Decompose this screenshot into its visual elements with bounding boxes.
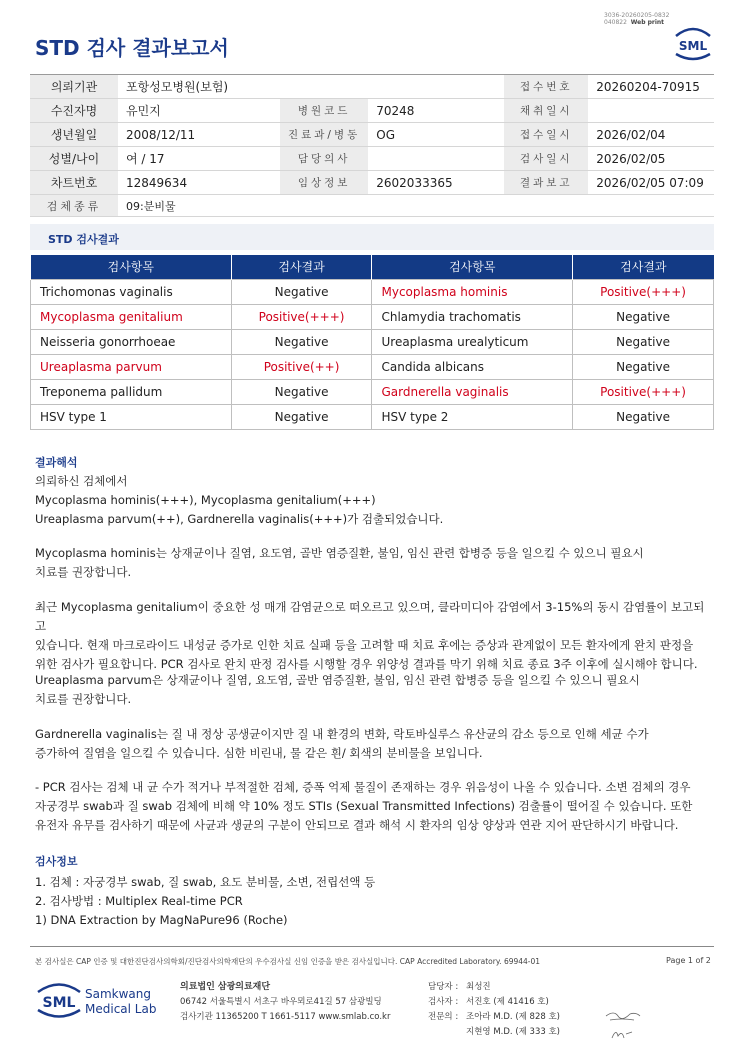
- test-item: Candida albicans: [372, 354, 573, 379]
- info-label: 차트번호: [30, 171, 118, 195]
- interp-para-6: - PCR 검사는 검체 내 균 수가 적거나 부적절한 검체, 증폭 억제 물질이 존재하는 경우 위음성이 나올 수 있습니다. 소변 검체의 경우 자궁경부 swab과 질 swab 검체에 비해 약 10% 정도 STIs (Sexual Transmitted Infections) 검출률이 떨어질 수 있습니다. 또한 유전자 유무를 검사하기 때문에 사균과 생균의 구분이 안되므로 결과 해석 시 환자의 임상 양상과 연관 지어 판단하시기 바랍니다.: [35, 780, 693, 832]
- info-row-specimen: [30, 195, 714, 217]
- col-header-item: 검사항목: [31, 255, 232, 279]
- info-label: 접수일시: [504, 123, 588, 147]
- result-row: [31, 379, 714, 404]
- test-info-list: 1. 검체 : 자궁경부 swab, 질 swab, 요도 분비물, 소변, 전립선액 등 2. 검사방법 : Multiplex Real-time PCR 1) DNA Extraction by MagNaPure96 (Roche): [35, 875, 376, 927]
- test-result: Positive(+++): [573, 379, 714, 404]
- signature-icon: [604, 1008, 644, 1044]
- sml-logo-icon: [672, 24, 714, 62]
- info-value: 2008/12/11: [118, 123, 280, 147]
- info-value: [368, 147, 504, 171]
- info-row: [30, 99, 714, 123]
- corporation-info: 의료법인 삼광의료재단 06742 서울특별시 서초구 바우뫼로41길 57 삼광빌딩 검사기관 11365200 T 1661-5117 www.smlab.co.kr: [180, 982, 391, 1022]
- info-label: 검사일시: [504, 147, 588, 171]
- info-value: 유민지: [118, 99, 280, 123]
- svg-text:Medical Lab: Medical Lab: [85, 1002, 157, 1016]
- result-row: [31, 279, 714, 304]
- col-header-result: 검사결과: [573, 255, 714, 279]
- info-label: 접수번호: [504, 75, 588, 99]
- staff-info: 담당자 : 최성진 검사자 : 서진호 (제 41416 호) 전문의 : 조아라 M.D. (제 828 호) 지현영 M.D. (제 333 호): [428, 982, 561, 1037]
- info-label: 진료과/병동: [280, 123, 368, 147]
- info-row: [30, 171, 714, 195]
- info-value: 70248: [368, 99, 504, 123]
- interp-para-1: 의뢰하신 검체에서 Mycoplasma hominis(+++), Mycoplasma genitalium(+++) Ureaplasma parvum(++), Gardnerella vaginalis(+++)가 검출되었습니다.: [35, 474, 444, 526]
- interp-para-2: Mycoplasma hominis는 상재균이나 질염, 요도염, 골반 염증질환, 불임, 임신 관련 합병증 등을 일으킬 수 있으니 필요시 치료를 권장합니다.: [35, 546, 644, 579]
- test-item: HSV type 1: [31, 404, 232, 429]
- page-number: Page 1 of 2: [666, 956, 711, 965]
- test-item: Mycoplasma genitalium: [31, 304, 232, 329]
- samkwang-logo-icon: [35, 980, 165, 1022]
- info-label: 성별/나이: [30, 147, 118, 171]
- info-label: 채취일시: [504, 99, 588, 123]
- test-result: Positive(+++): [231, 304, 372, 329]
- svg-text:Samkwang: Samkwang: [85, 987, 151, 1001]
- result-row: [31, 354, 714, 379]
- svg-text:SML: SML: [678, 39, 708, 53]
- test-result: Negative: [573, 354, 714, 379]
- test-result: Positive(+++): [573, 279, 714, 304]
- info-value: 20260204-70915: [588, 75, 714, 99]
- info-value: 2602033365: [368, 171, 504, 195]
- accreditation-note: 본 검사실은 CAP 인증 및 대한진단검사의학회/진단검사의학재단의 우수검사실 신임 인증을 받은 검사실입니다. CAP Accredited Laboratory. 69944-01: [35, 957, 541, 966]
- info-label: 결과보고: [504, 171, 588, 195]
- test-item: Mycoplasma hominis: [372, 279, 573, 304]
- interpretation-title: 결과해석: [35, 456, 78, 469]
- col-header-result: 검사결과: [231, 255, 372, 279]
- test-item: Treponema pallidum: [31, 379, 232, 404]
- info-value: 2026/02/05: [588, 147, 714, 171]
- info-value: [588, 99, 714, 123]
- info-value: OG: [368, 123, 504, 147]
- test-result: Negative: [231, 404, 372, 429]
- info-label: 병원코드: [280, 99, 368, 123]
- test-result: Negative: [231, 329, 372, 354]
- test-result: Negative: [573, 304, 714, 329]
- test-item: Trichomonas vaginalis: [31, 279, 232, 304]
- specimen-value: 09:분비물: [118, 195, 714, 217]
- info-value: 2026/02/04: [588, 123, 714, 147]
- interp-para-5: Gardnerella vaginalis는 질 내 정상 공생균이지만 질 내 환경의 변화, 락토바실루스 유산균의 감소 등으로 인해 세균 수가 증가하여 질염을 일으킬 수 있습니다. 심한 비린내, 물 같은 흰/ 회색의 분비물을 보입니다.: [35, 727, 649, 760]
- info-label: [280, 75, 368, 99]
- test-item: Gardnerella vaginalis: [372, 379, 573, 404]
- info-value: [368, 75, 504, 99]
- result-row: [31, 329, 714, 354]
- info-value: 2026/02/05 07:09: [588, 171, 714, 195]
- test-item: HSV type 2: [372, 404, 573, 429]
- info-value: 12849634: [118, 171, 280, 195]
- info-row: [30, 75, 714, 99]
- result-row: [31, 304, 714, 329]
- report-title: STD 검사 결과보고서: [35, 36, 229, 60]
- info-label: 임상정보: [280, 171, 368, 195]
- interp-para-4: Ureaplasma parvum은 상재균이나 질염, 요도염, 골반 염증질환, 불임, 임신 관련 합병증 등을 일으킬 수 있으니 필요시 치료를 권장합니다.: [35, 673, 640, 706]
- info-value: 여 / 17: [118, 147, 280, 171]
- footer-divider: [30, 946, 714, 947]
- info-row: [30, 123, 714, 147]
- test-result: Negative: [231, 379, 372, 404]
- std-results-table: [30, 255, 714, 430]
- test-item: Ureaplasma urealyticum: [372, 329, 573, 354]
- info-label: 수진자명: [30, 99, 118, 123]
- results-section-header: STD 검사결과: [30, 224, 714, 250]
- result-row: [31, 404, 714, 429]
- col-header-item: 검사항목: [372, 255, 573, 279]
- test-result: Negative: [573, 329, 714, 354]
- info-row: [30, 147, 714, 171]
- test-result: Negative: [231, 279, 372, 304]
- info-label: 검체종류: [30, 195, 118, 217]
- info-value: 포항성모병원(보험): [118, 75, 280, 99]
- info-label: 담당의사: [280, 147, 368, 171]
- test-result: Positive(++): [231, 354, 372, 379]
- document-code: 3036-20260205-0832 040822 Web print: [604, 12, 670, 26]
- interp-para-3: 최근 Mycoplasma genitalium이 중요한 성 매개 감염균으로 떠오르고 있으며, 클라미디아 감염에서 3-15%의 동시 감염률이 보고되고 있습니다. 현재 마크로라이드 내성균 증가로 인한 치료 실패 등을 고려할 때 치료 후에는 증상과 관계없이 모든 환자에게 완치 판정을 위한 검사가 필요합니다. PCR 검사로 완치 판정 검사를 시행할 경우 위양성 결과를 막기 위해 치료 종료 3주 이후에 실시해야 합니다.: [35, 600, 705, 671]
- test-item: Neisseria gonorrhoeae: [31, 329, 232, 354]
- test-item: Chlamydia trachomatis: [372, 304, 573, 329]
- test-result: Negative: [573, 404, 714, 429]
- svg-text:SML: SML: [42, 995, 76, 1011]
- info-label: 의뢰기관: [30, 75, 118, 99]
- patient-info-table: [30, 74, 714, 217]
- test-item: Ureaplasma parvum: [31, 354, 232, 379]
- test-info-title: 검사정보: [35, 855, 78, 868]
- info-label: 생년월일: [30, 123, 118, 147]
